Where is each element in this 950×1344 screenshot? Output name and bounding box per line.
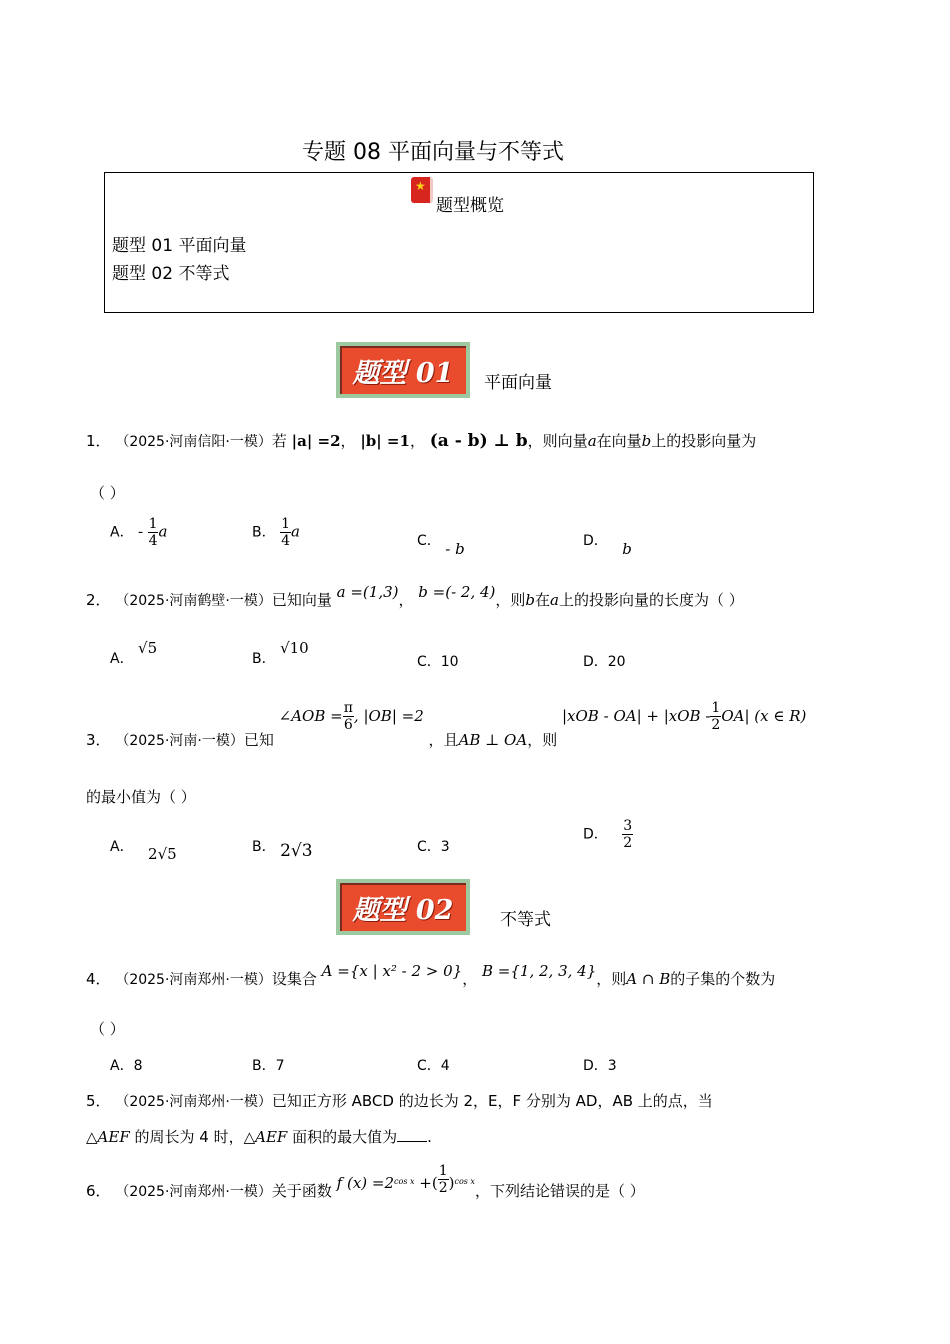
q3-option-d: D． $\frac{3}{2}$ <box>583 818 633 851</box>
q2-option-a: A． √5 <box>110 639 158 667</box>
page-title: 专题 08 平面向量与不等式 <box>302 140 564 165</box>
q3-option-c: C．3 <box>417 839 450 855</box>
overview-heading: 题型概览 <box>436 196 504 216</box>
question-3: 3． （2025·河南·一模）已知 ∠AOB = $\frac{\pi}{6}$ , |OB| =2 ，且AB ⊥ OA，则 |xOB - OA| + |xOB - $\frac{1}{2}$ OA| (x ∈ R) <box>86 700 807 749</box>
overview-item-1: 题型 01 平面向量 <box>112 236 247 256</box>
overview-item-2: 题型 02 不等式 <box>112 264 230 284</box>
question-1-paren: （ ） <box>90 484 125 502</box>
q4-option-b: B．7 <box>252 1058 285 1074</box>
book-icon: ★ <box>411 177 433 203</box>
q4-option-a: A．8 <box>110 1058 143 1074</box>
q2-option-b: B． √10 <box>252 639 309 667</box>
overview-box <box>104 172 814 313</box>
q1-option-c: C． - b <box>417 533 465 558</box>
section-label-1: 平面向量 <box>484 373 552 393</box>
section-label-2: 不等式 <box>500 910 551 930</box>
question-3-cont: 的最小值为（ ） <box>86 788 196 806</box>
answer-blank <box>397 1127 427 1142</box>
question-5-line2: △AEF 的周长为 4 时，△AEF 面积的最大值为 . <box>86 1128 432 1146</box>
question-6: 6． （2025·河南郑州·一模）关于函数 f $(x) =2^{cos x}$ +( $\frac{1}{2}$ )$^{cos x}$，下列结论错误的是（ ） <box>86 1163 645 1200</box>
q3-option-b: B． 2√3 <box>252 839 313 861</box>
question-5: 5． （2025·河南郑州·一模）已知正方形 ABCD 的边长为 2，E，F 分别为 AD，AB 上的点，当 <box>86 1092 713 1110</box>
question-4: 4． （2025·河南郑州·一模）设集合 A ={x | x² - 2 > 0}， B ={1, 2, 3, 4}，则A ∩ B的子集的个数为 <box>86 962 776 988</box>
q2-option-c: C．10 <box>417 654 459 670</box>
section-badge-1: 题型 01 <box>336 342 470 398</box>
q2-option-d: D．20 <box>583 654 626 670</box>
section-badge-2: 题型 02 <box>336 879 470 935</box>
q1-option-d: D． b <box>583 533 632 558</box>
q4-option-d: D．3 <box>583 1058 617 1074</box>
q1-option-a: A． - $\frac{1}{4}$ a <box>110 516 168 549</box>
question-4-paren: （ ） <box>90 1020 125 1038</box>
q3-option-a: A． 2√5 <box>110 839 177 863</box>
q4-option-c: C．4 <box>417 1058 450 1074</box>
q1-option-b: B． $\frac{1}{4}$ a <box>252 516 300 549</box>
question-1: 1． （2025·河南信阳·一模）若 |a| =2， |b| =1， (a - b) ⊥ b，则向量a在向量b上的投影向量为 <box>86 431 757 451</box>
question-2: 2． （2025·河南鹤壁·一模）已知向量 a =(1,3)， b =(- 2, 4)，则b在a上的投影向量的长度为（ ） <box>86 583 744 609</box>
